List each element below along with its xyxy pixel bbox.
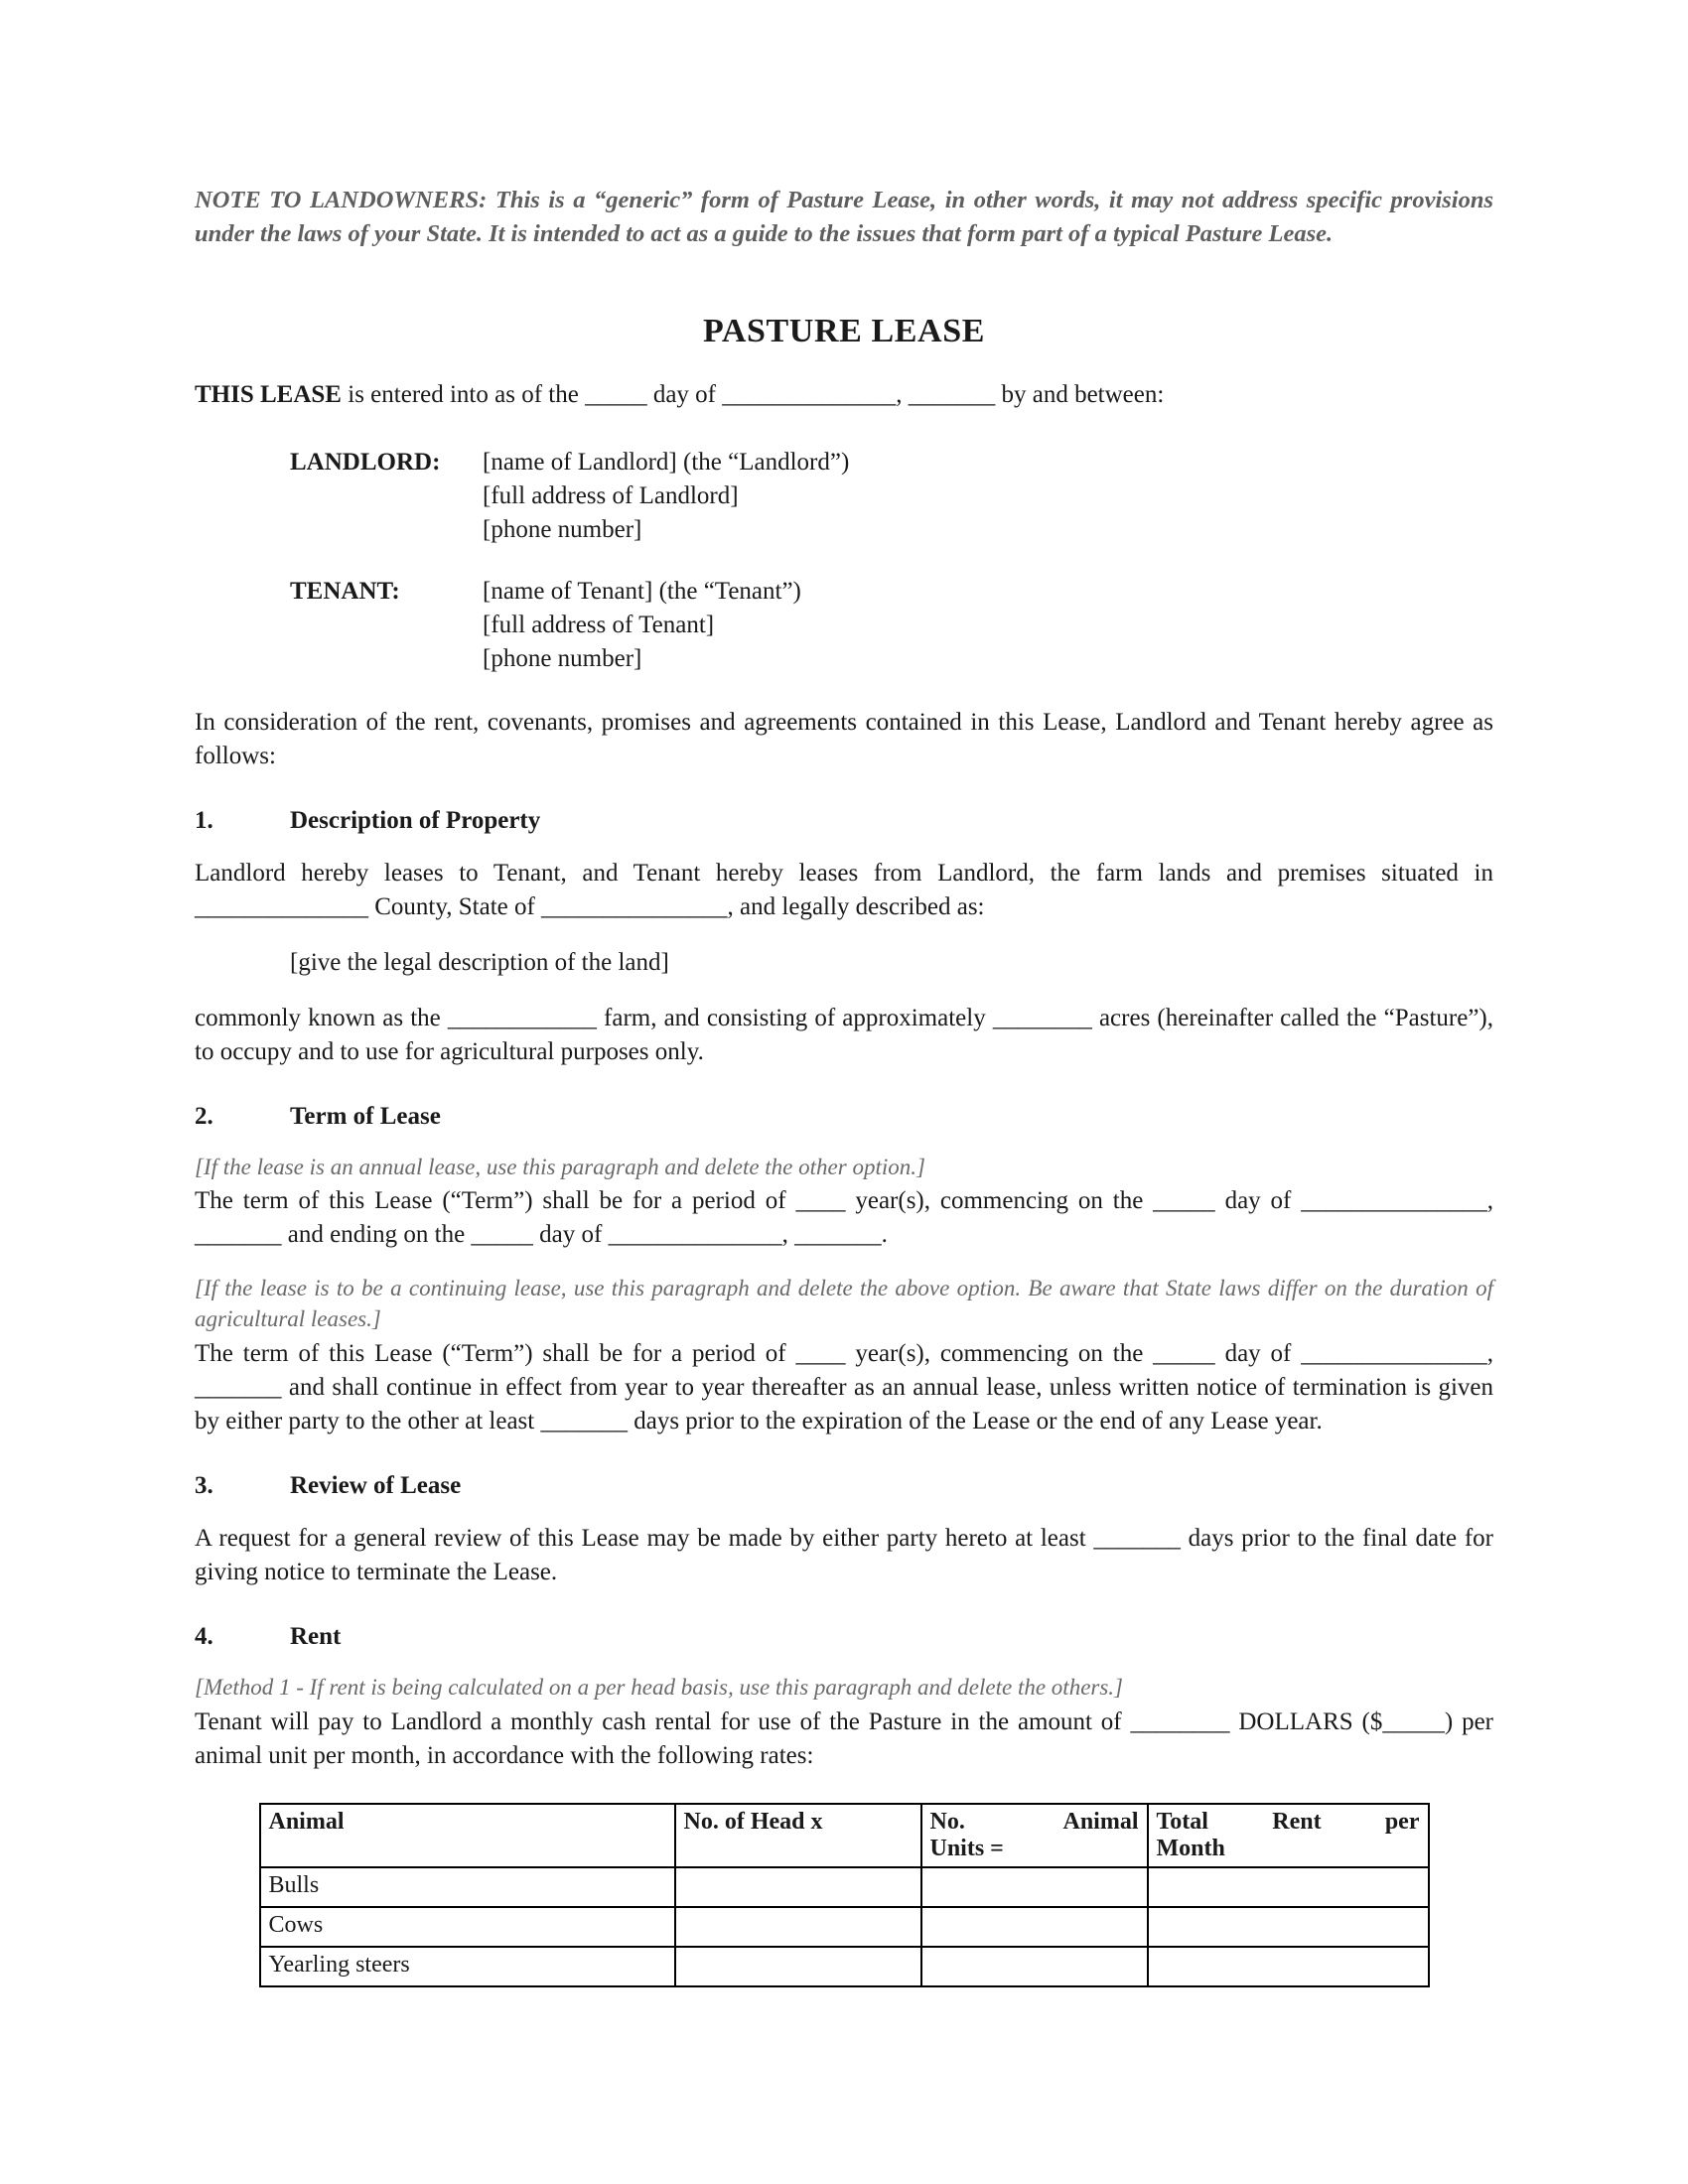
- legal-description-placeholder: [give the legal description of the land]: [290, 948, 669, 976]
- column-header-animal: [260, 1804, 675, 1867]
- column-header-animal-units-line1: No. Animal: [929, 1808, 1139, 1835]
- section-1-body-1: Landlord hereby leases to Tenant, and Tenant hereby leases from Landlord, the farm lands and premises situated in ______________ County, State of _______________, and legally described as:: [195, 859, 1493, 920]
- cell-head-yearling-steers[interactable]: [675, 1947, 921, 1986]
- table-row: [260, 1867, 1429, 1907]
- cell-head-cows[interactable]: [675, 1907, 921, 1947]
- note-to-landowners: NOTE TO LANDOWNERS: This is a “generic” form of Pasture Lease, in other words, it may not address specific provisions under the laws of your State. It is intended to act as a guide to the issues that form part of a typical Pasture Lease.: [195, 187, 1493, 247]
- column-header-total-rent: [1148, 1804, 1429, 1867]
- section-heading-4: [195, 1623, 1493, 1651]
- column-header-animal-units: [921, 1804, 1148, 1867]
- rent-rates-table: [259, 1803, 1430, 1987]
- section-number: 3.: [195, 1472, 213, 1500]
- cell-total-bulls[interactable]: [1148, 1867, 1429, 1907]
- section-title: Review of Lease: [290, 1472, 462, 1500]
- cell-units-yearling-steers[interactable]: [921, 1947, 1148, 1986]
- cell-units-cows[interactable]: [921, 1907, 1148, 1947]
- landlord-details: [483, 446, 849, 547]
- section-2-body-1: The term of this Lease (“Term”) shall be for a period of ____ year(s), commencing on the _____ day of _______________, _______ and ending on the _____ day of ______________, _______.: [195, 1187, 1493, 1249]
- landlord-phone-line: [phone number]: [483, 515, 642, 543]
- tenant-name-line: [name of Tenant] (the “Tenant”): [483, 577, 801, 605]
- cell-units-bulls[interactable]: [921, 1867, 1148, 1907]
- landlord-label: LANDLORD:: [290, 448, 441, 476]
- section-heading-1: [195, 807, 1493, 835]
- lease-intro-paragraph: [195, 378, 1493, 412]
- tenant-label: TENANT:: [290, 577, 400, 605]
- landlord-name-line: [name of Landlord] (the “Landlord”): [483, 448, 850, 476]
- page-title: PASTURE LEASE: [703, 312, 985, 349]
- cell-total-cows[interactable]: [1148, 1907, 1429, 1947]
- consideration-paragraph: In consideration of the rent, covenants, promises and agreements contained in this Lease, Landlord and Tenant hereby agree as follows:: [195, 708, 1493, 769]
- tenant-address-line: [full address of Tenant]: [483, 611, 715, 638]
- section-heading-3: [195, 1472, 1493, 1500]
- tenant-details: [483, 575, 801, 676]
- section-2-instruction-2: [If the lease is to be a continuing lease, use this paragraph and delete the above option. Be aware that State laws differ on the duration of agricultural leases.]: [195, 1276, 1493, 1332]
- section-title: Term of Lease: [290, 1102, 441, 1130]
- party-row-landlord: [195, 446, 1493, 547]
- cell-animal-bulls: Bulls: [260, 1867, 675, 1907]
- column-header-total-rent-line2: Month: [1156, 1835, 1225, 1861]
- column-header-animal-line1: Animal: [268, 1808, 345, 1835]
- section-3-body-1: A request for a general review of this Lease may be made by either party hereto at least _______ days prior to the final date for giving notice to terminate the Lease.: [195, 1525, 1493, 1586]
- tenant-phone-line: [phone number]: [483, 644, 642, 672]
- section-number: 1.: [195, 806, 213, 834]
- section-heading-2: [195, 1103, 1493, 1131]
- cell-total-yearling-steers[interactable]: [1148, 1947, 1429, 1986]
- this-lease-label: THIS LEASE: [195, 380, 342, 408]
- column-header-total-rent-line1: Total Rent per: [1156, 1808, 1420, 1835]
- landlord-address-line: [full address of Landlord]: [483, 481, 739, 509]
- lease-intro-rest: is entered into as of the _____ day of ______________, _______ by and between:: [342, 380, 1165, 408]
- column-header-no-of-head-line1: No. of Head x: [683, 1808, 823, 1835]
- section-4-body-1: Tenant will pay to Landlord a monthly cash rental for use of the Pasture in the amount of ________ DOLLARS ($_____) per animal unit per month, in accordance with the following rates:: [195, 1707, 1493, 1769]
- column-header-animal-units-line2: Units =: [929, 1835, 1004, 1861]
- table-header-row: [260, 1804, 1429, 1867]
- table-row: [260, 1947, 1429, 1986]
- cell-head-bulls[interactable]: [675, 1867, 921, 1907]
- section-title: Rent: [290, 1623, 342, 1651]
- section-title: Description of Property: [290, 806, 541, 834]
- section-2-body-2: The term of this Lease (“Term”) shall be for a period of ____ year(s), commencing on the _____ day of _______________, _______ and shall continue in effect from year to year thereafter as an annual lease, unless written notice of termination is given by either party to the other at least _______ days prior to the expiration of the Lease or the end of any Lease year.: [195, 1340, 1493, 1435]
- cell-animal-cows: Cows: [260, 1907, 675, 1947]
- section-2-instruction-1: [If the lease is an annual lease, use this paragraph and delete the other option.]: [195, 1154, 925, 1179]
- party-row-tenant: [195, 575, 1493, 676]
- parties-block: [195, 446, 1493, 676]
- section-4-instruction-1: [Method 1 - If rent is being calculated on a per head basis, use this paragraph and delete the others.]: [195, 1675, 1124, 1701]
- column-header-no-of-head: [675, 1804, 921, 1867]
- section-number: 4.: [195, 1623, 213, 1651]
- cell-animal-yearling-steers: Yearling steers: [260, 1947, 675, 1986]
- section-1-body-2: commonly known as the ____________ farm, and consisting of approximately ________ acres (hereinafter called the “Pasture”), to occupy and to use for agricultural purposes only.: [195, 1004, 1493, 1065]
- table-row: [260, 1907, 1429, 1947]
- section-number: 2.: [195, 1102, 213, 1130]
